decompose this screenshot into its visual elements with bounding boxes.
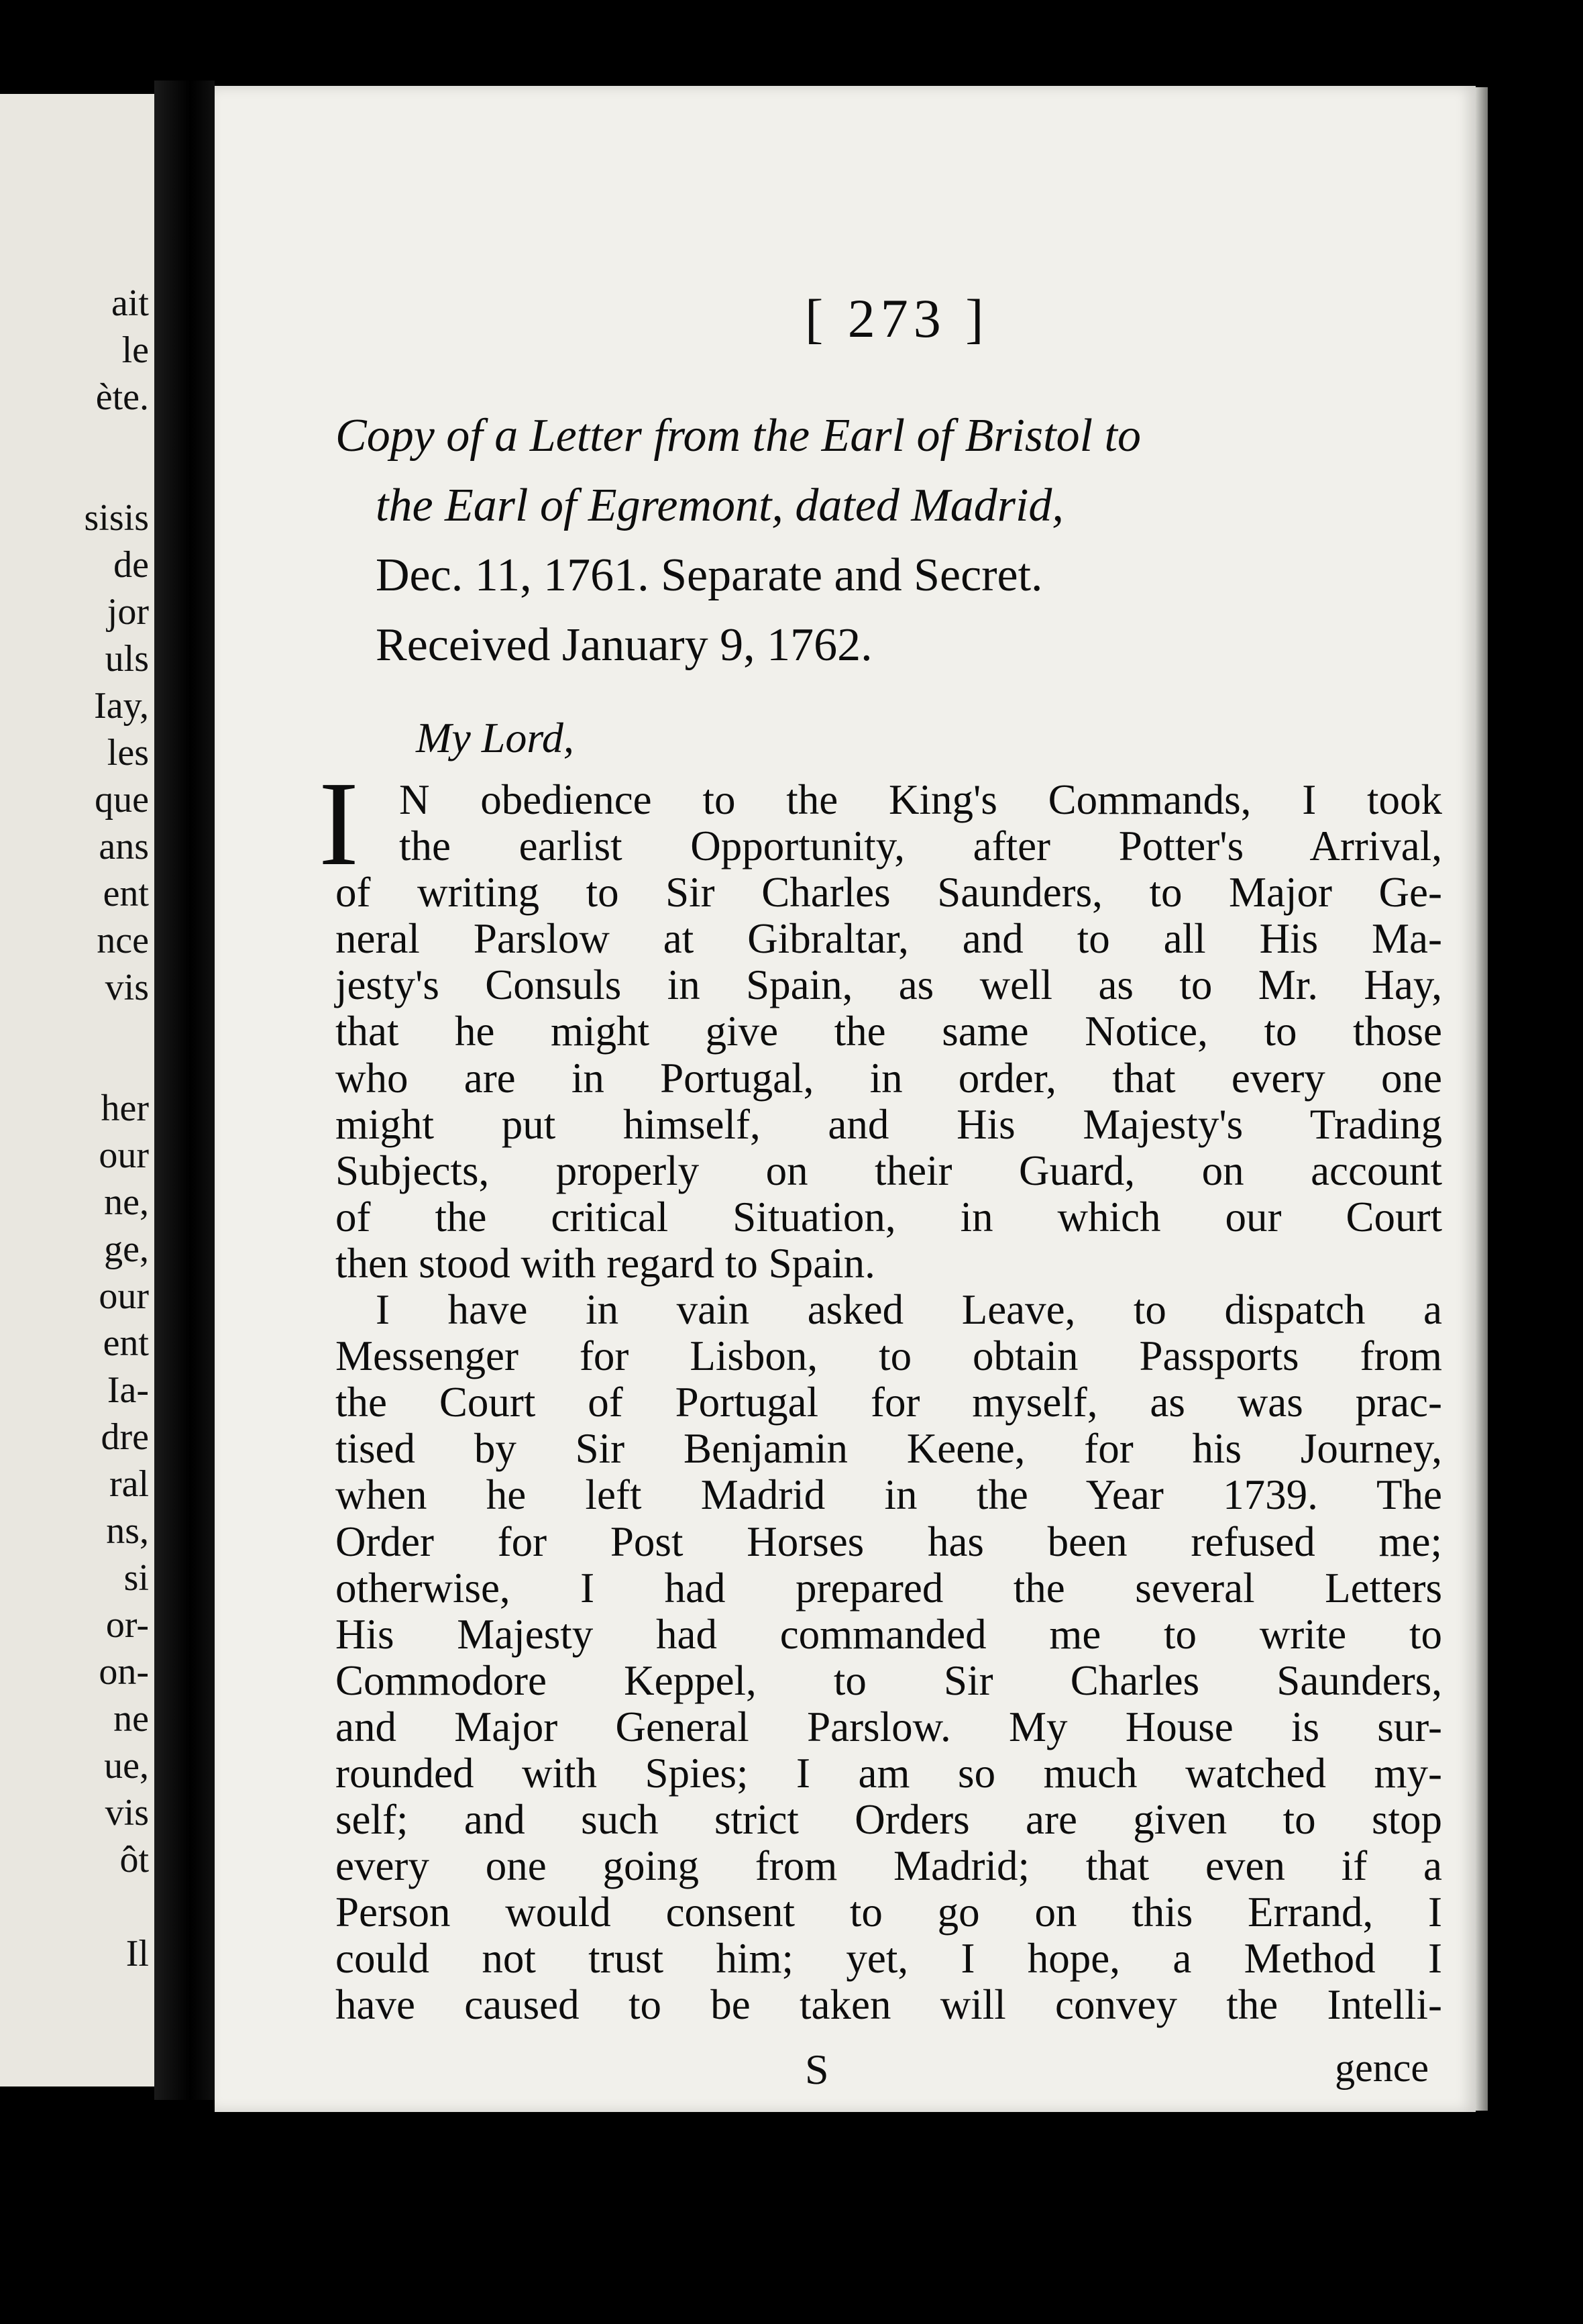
body-line: His Majesty had commanded me to write to	[335, 1610, 1442, 1658]
facing-page-text: vis	[105, 967, 149, 1008]
body-line: might put himself, and His Majesty's Trading	[335, 1100, 1442, 1148]
body-line: when he left Madrid in the Year 1739. The	[335, 1471, 1442, 1519]
body-line: that he might give the same Notice, to those	[335, 1008, 1442, 1055]
facing-page-text: ns,	[106, 1510, 149, 1552]
heading-line: the Earl of Egremont, dated Madrid,	[376, 480, 1064, 531]
facing-page-text: uls	[105, 638, 149, 680]
facing-page-text: jor	[107, 591, 149, 633]
facing-page-text: Ia-	[107, 1369, 149, 1411]
facing-page-text: vis	[105, 1792, 149, 1834]
body-line: the Court of Portugal for myself, as was prac-	[335, 1379, 1442, 1426]
body-line: rounded with Spies; I am so much watched my-	[335, 1749, 1442, 1797]
facing-page-text: sisis	[84, 497, 149, 539]
heading-line: Copy of a Letter from the Earl of Bristol to	[335, 410, 1142, 462]
facing-page-text: ent	[103, 873, 149, 914]
facing-page-text: dre	[101, 1416, 149, 1458]
facing-page-text: on-	[99, 1651, 149, 1693]
salutation: My Lord,	[416, 714, 574, 761]
facing-page-text: ue,	[104, 1745, 149, 1787]
body-line: I have in vain asked Leave, to dispatch a	[376, 1286, 1442, 1334]
body-line: every one going from Madrid; that even if a	[335, 1842, 1442, 1890]
facing-page-text: or-	[105, 1604, 149, 1646]
drop-cap: I	[319, 757, 359, 890]
body-line: neral Parslow at Gibraltar, and to all His Ma-	[335, 915, 1442, 963]
body-line: Commodore Keppel, to Sir Charles Saunders,	[335, 1656, 1442, 1704]
body-line: self; and such strict Orders are given to stop	[335, 1796, 1442, 1844]
body-line: the earlist Opportunity, after Potter's Arrival,	[399, 823, 1442, 870]
book-gutter	[154, 81, 215, 2100]
facing-page-text: ne	[113, 1698, 149, 1740]
facing-page-fragment	[0, 94, 154, 2087]
page-edge	[1476, 87, 1488, 2111]
facing-page-text: her	[101, 1088, 149, 1129]
heading-line: Received January 9, 1762.	[376, 619, 873, 671]
signature-mark: S	[805, 2046, 829, 2093]
body-line: otherwise, I had prepared the several Letters	[335, 1564, 1442, 1612]
body-line: Subjects, properly on their Guard, on account	[335, 1147, 1442, 1194]
facing-page-text: ôt	[119, 1839, 149, 1881]
body-line: Order for Post Horses has been refused me;	[335, 1518, 1442, 1565]
book-page	[215, 86, 1476, 2112]
facing-page-text: que	[95, 779, 149, 821]
body-line: of writing to Sir Charles Saunders, to Major Ge-	[335, 869, 1442, 916]
body-line: who are in Portugal, in order, that every one	[335, 1054, 1442, 1102]
body-line: and Major General Parslow. My House is sur-	[335, 1703, 1442, 1750]
facing-page-text: si	[123, 1557, 149, 1599]
facing-page-text: ge,	[104, 1228, 149, 1270]
letter-heading	[335, 401, 1442, 680]
facing-page-text: ète.	[95, 376, 149, 418]
body-line: Person would consent to go on this Errand, I	[335, 1889, 1442, 1936]
facing-page-text: ait	[111, 282, 149, 324]
body-line: jesty's Consuls in Spain, as well as to Mr. Hay,	[335, 961, 1442, 1009]
facing-page-text: Iay,	[94, 685, 149, 727]
facing-page-text: Il	[125, 1933, 149, 1974]
body-line: tised by Sir Benjamin Keene, for his Journey,	[335, 1425, 1442, 1473]
facing-page-text: ral	[109, 1463, 149, 1505]
body-line: Messenger for Lisbon, to obtain Passports from	[335, 1332, 1442, 1380]
catchword: gence	[1335, 2046, 1429, 2090]
facing-page-text: les	[107, 732, 149, 774]
page-number: [ 273 ]	[805, 288, 989, 349]
facing-page-text: nce	[97, 920, 149, 961]
letter-body	[335, 777, 1442, 2029]
body-line: have caused to be taken will convey the Intelli-	[335, 1981, 1442, 2029]
facing-page-text: ent	[103, 1322, 149, 1364]
heading-line: Dec. 11, 1761. Separate and Secret.	[376, 549, 1043, 601]
body-line: N obedience to the King's Commands, I took	[399, 776, 1442, 823]
body-line: could not trust him; yet, I hope, a Method I	[335, 1935, 1442, 1983]
facing-page-text: our	[99, 1134, 149, 1176]
facing-page-text: ans	[99, 826, 149, 867]
body-line: of the critical Situation, in which our Court	[335, 1193, 1442, 1240]
body-line: then stood with regard to Spain.	[335, 1239, 875, 1287]
facing-page-text: ne,	[104, 1181, 149, 1223]
facing-page-text: de	[113, 544, 149, 586]
facing-page-text: our	[99, 1275, 149, 1317]
facing-page-text: le	[121, 329, 149, 371]
